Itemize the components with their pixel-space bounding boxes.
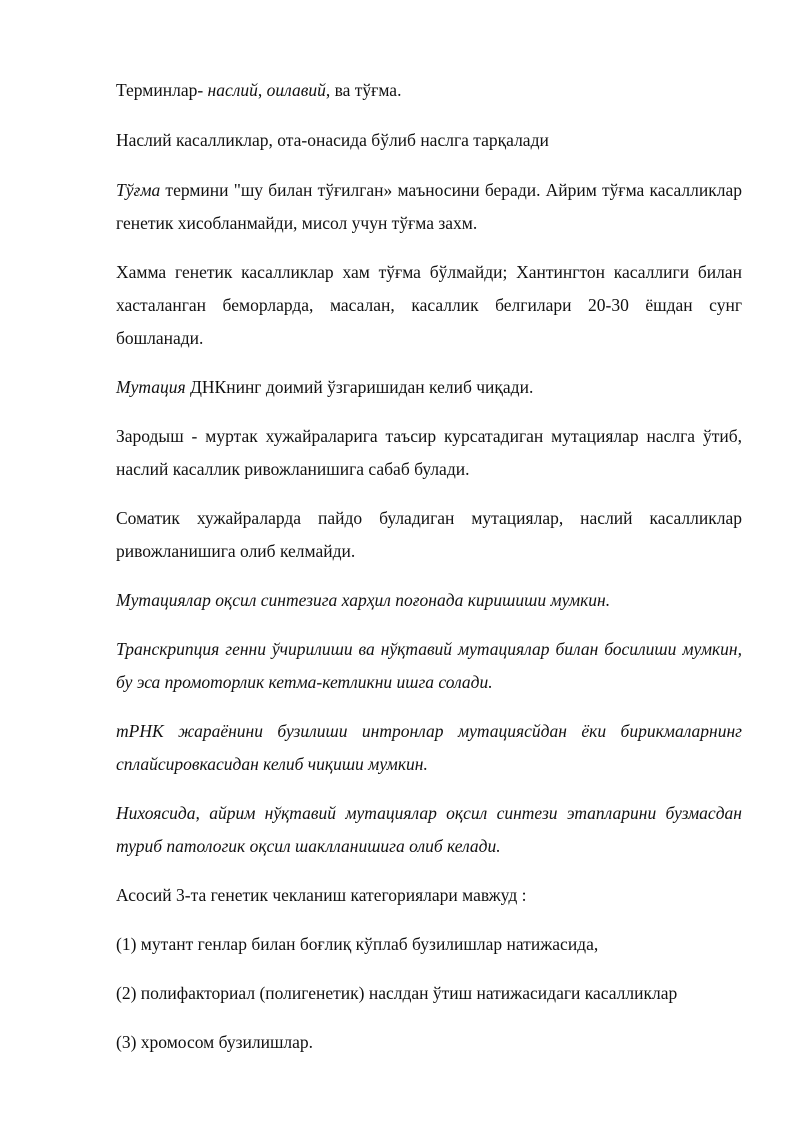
text-run-italic: оилавий xyxy=(266,80,326,100)
text-run: термини "шу билан тўғилган» маъносини беради. Айрим тўғма касалликлар генетик хисобланмайди, мисол учун тўғма захм. xyxy=(116,180,742,233)
paragraph-transcription xyxy=(116,633,742,699)
paragraph-congenital-term xyxy=(116,174,742,240)
document-page xyxy=(116,74,742,1059)
paragraph-germline xyxy=(116,420,742,486)
text-run: , ва тўғма. xyxy=(325,80,402,100)
text-run: Зародыш - муртак хужайраларига таъсир курсатадиган мутациялар наслга ўтиб, наслий касаллик ривожланишига сабаб булади. xyxy=(116,426,742,479)
text-run: , xyxy=(257,80,267,100)
paragraph-hereditary-diseases xyxy=(116,124,742,157)
text-run: (2) полифакториал (полигенетик) наслдан ўтиш натижасидаги касалликлар xyxy=(116,983,678,1003)
text-run-italic: Транскрипция генни ўчирилиши ва нўқтавий мутациялар билан босилиши мумкин, бу эса промоторлик кетма-кетликни ишга солади. xyxy=(116,639,742,692)
text-run: Хамма генетик касалликлар хам тўғма бўлмайди; Хантингтон касаллиги билан хасталанган беморларда, масалан, касаллик белгилари 20-30 ёшдан сунг бошланади. xyxy=(116,262,742,348)
text-run: Асосий 3-та генетик чекланиш категориялари мавжуд : xyxy=(116,885,527,905)
paragraph-terms xyxy=(116,74,742,107)
paragraph-point-mutations xyxy=(116,797,742,863)
text-run-italic: тРНК жараёнини бузилиши интронлар мутациясйдан ёки бирикмаларнинг сплайсировкасидан келиб чиқиши мумкин. xyxy=(116,721,742,774)
text-run: Наслий касалликлар, ота-онасида бўлиб наслга тарқалади xyxy=(116,130,549,150)
text-run-italic: Мутациялар оқсил синтезига харҳил поғонада киришиши мумкин. xyxy=(116,590,611,610)
text-run: ДНКнинг доимий ўзгаришидан келиб чиқади. xyxy=(185,377,534,397)
paragraph-protein-synthesis xyxy=(116,584,742,617)
paragraph-mutation xyxy=(116,371,742,404)
text-run: (1) мутант генлар билан боғлиқ кўплаб бузилишлар натижасида, xyxy=(116,934,599,954)
paragraph-somatic xyxy=(116,502,742,568)
text-run-italic: наслий xyxy=(207,80,258,100)
paragraph-huntington xyxy=(116,256,742,355)
list-item-2 xyxy=(116,977,742,1010)
text-run-italic: Мутация xyxy=(116,377,186,397)
list-item-3 xyxy=(116,1026,742,1059)
text-run: (3) хромосом бузилишлар. xyxy=(116,1032,314,1052)
text-run-italic: Тўғма xyxy=(116,180,161,200)
paragraph-trna xyxy=(116,715,742,781)
text-run: Соматик хужайраларда пайдо буладиган мутациялар, наслий касалликлар ривожланишига олиб келмайди. xyxy=(116,508,742,561)
paragraph-categories-intro xyxy=(116,879,742,912)
list-item-1 xyxy=(116,928,742,961)
text-run: Терминлар- xyxy=(116,80,208,100)
text-run-italic: Нихоясида, айрим нўқтавий мутациялар оқсил синтези этапларини бузмасдан туриб патологик оқсил шаклланишига олиб келади. xyxy=(116,803,742,856)
